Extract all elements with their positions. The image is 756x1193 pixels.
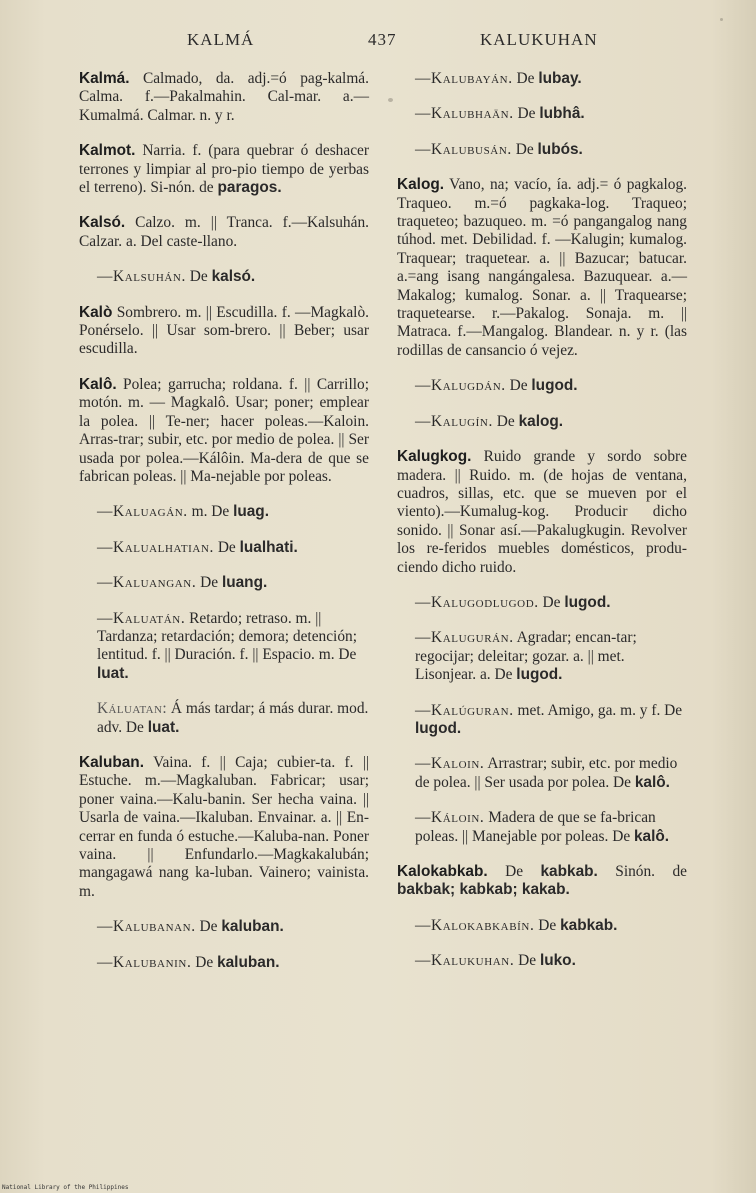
entry-definition: Vaina. f. || Caja; cubier-ta. f. || Estuche. m.—Magkaluban. Fabricar; usar; poner vaina.—Kalu-banin. Ser hecha vaina. || Usarla de vaina.—Ikaluban. Envainar. a. || En-cerrar en funda ó estuche.—Kaluba-nan. Poner vaina. || Enfundarlo.—Magkakalubán; mangagawá nang ka-luban. Vainero; vainista. m. (79, 753, 369, 900)
cross-reference (397, 105, 687, 123)
derived-form: —Kalokabkabín. (415, 916, 535, 934)
cross-reference (397, 917, 687, 935)
entry-reference: kabkab. (540, 863, 598, 880)
cross-reference-target: kalô. (634, 827, 670, 845)
entry-reference: bakbak; kabkab; kakab. (397, 881, 570, 899)
dictionary-entry (79, 376, 369, 486)
cross-reference (79, 539, 369, 557)
right-column (397, 70, 687, 988)
entry-headword: Kalugkog. (397, 448, 472, 466)
derived-form: —Kalúguran. (415, 701, 514, 719)
cross-reference-text: De (513, 105, 540, 123)
cross-reference-text: met. Amigo, ga. m. y f. De (513, 701, 683, 719)
entry-definition: Calmado, da. adj.=ó pag-kalmá. Calma. f.—Pakalmahin. Cal-mar. a.—Kumalmá. Calmar. n. y r. (79, 70, 369, 124)
cross-reference (79, 954, 369, 972)
cross-reference-text: De (492, 412, 519, 430)
library-footer: National Library of the Philippines (2, 1184, 129, 1191)
entry-headword: Kalsó. (79, 214, 126, 232)
cross-reference-text: De (514, 952, 540, 970)
entry-definition: De (487, 863, 541, 880)
entry-definition: Ruido grande y sordo sobre madera. || Ruido. m. (de hojas de ventana, cuadros, sillas, etc. que se mueven por el viento).—Kumalug-kog. Producir dicho sonido. || Sonar así.—Pakalugkugin. Revolver los re-feridos muebles domésticos, produ-ciendo dicho ruido. (397, 448, 687, 576)
entry-definition: Polea; garrucha; roldana. f. || Carrillo; motón. m. — Magkalô. Usar; poner; emplear la polea. || Te-ner; hacer poleas.—Kaloin. Arras-trar; subir, etc. por medio de polea. || Ser usada por polea.—Kálôin. Ma-dera de que se fabrican poleas. || Ma-nejable por poleas. (79, 375, 369, 485)
cross-reference-target: kabkab. (560, 916, 618, 934)
derived-form: —Kalugurán. (415, 629, 514, 647)
entry-definition: Sinón. de (597, 863, 687, 880)
cross-reference (79, 918, 369, 936)
cross-reference-target: lugod. (516, 666, 563, 684)
cross-reference-text: Madera de que se fa-brican poleas. || Manejable por poleas. De (415, 809, 656, 845)
derived-form: Káluatan: (97, 700, 168, 718)
derived-form: —Kalubhaän. (415, 105, 514, 123)
cross-reference-text: Retardo; retraso. m. || Tardanza; retardación; demora; detención; lentitud. f. || Duración. f. || Espacio. m. De (97, 609, 358, 664)
cross-reference-target: luko. (539, 952, 576, 970)
cross-reference-target: luat. (147, 718, 180, 736)
dictionary-entry (79, 214, 369, 251)
cross-reference-text: De (534, 916, 561, 934)
cross-reference (79, 268, 369, 286)
derived-form: —Kaluangan. (97, 574, 197, 592)
paper-speck (388, 98, 393, 102)
derived-form: —Kalugín. (415, 412, 493, 430)
cross-reference-text: De (191, 953, 218, 971)
cross-reference-text: De (196, 574, 222, 592)
cross-reference-target: luag. (233, 503, 269, 521)
derived-form: —Kaloin. (415, 755, 485, 773)
cross-reference-text: De (185, 268, 212, 286)
entry-definition: Calzo. m. || Tranca. f.—Kalsuhán. Calzar. a. Del caste-llano. (79, 214, 369, 250)
cross-reference-target: lugod. (564, 593, 611, 611)
cross-reference-target: kalog. (518, 412, 564, 430)
cross-reference-target: kaluban. (221, 918, 284, 936)
entry-headword: Kalmá. (79, 70, 130, 87)
dictionary-entry (79, 70, 369, 125)
dictionary-entry (397, 176, 687, 360)
cross-reference (79, 574, 369, 592)
dictionary-entry (397, 863, 687, 900)
derived-form: —Kalsuhán. (97, 268, 186, 286)
derived-form: —Káloin. (415, 809, 485, 827)
cross-reference (397, 413, 687, 431)
cross-reference (397, 141, 687, 159)
dictionary-entry (397, 448, 687, 577)
cross-reference-target: luat. (97, 664, 129, 682)
cross-reference (397, 629, 687, 684)
cross-reference-text: De (511, 140, 538, 158)
page-number: 437 (368, 30, 397, 49)
cross-reference-text: De (195, 918, 222, 936)
cross-reference (397, 952, 687, 970)
derived-form: —Kalubanin. (97, 953, 192, 971)
dictionary-entry (79, 142, 369, 197)
dictionary-entry (79, 304, 369, 359)
dictionary-entry (79, 754, 369, 901)
derived-form: —Kaluagán. (97, 503, 188, 521)
entry-headword: Kalmot. (79, 142, 136, 160)
entry-definition: Vano, na; vacío, ía. adj.= ó pagkalog. Traqueo. m.=ó pagkaka-log. Traqueo; traqueteo; bazuqueo. m. =ó pangangalog nang túhod. met. Debilidad. f. —Kalugin; kumalog. Traquear; traquetear. a. || Bazucar; batucar. a.=ang isang nangángalesa. Bazuquear. a.—Makalog; kumalog. Sonar. a. || Traquearse; traquetearse. r.—Pakalog. Sonaja. m. || Matraca. f.—Mangalog. Blandear. n. y r. (las rodillas de cansancio ó vejez. (397, 176, 687, 359)
cross-reference-target: lubay. (538, 70, 582, 87)
cross-reference-text: Á más tardar; á más durar. mod. adv. De (97, 700, 369, 736)
cross-reference-target: kalsó. (211, 268, 256, 286)
entry-headword: Kalog. (397, 176, 445, 194)
cross-reference (397, 755, 687, 792)
running-header (0, 30, 756, 56)
derived-form: —Kaluatán. (97, 609, 186, 627)
cross-reference-target: lubós. (537, 140, 583, 158)
cross-reference-target: luang. (221, 574, 268, 592)
entry-headword: Kalokabkab. (397, 863, 488, 880)
derived-form: —Kalugdán. (415, 377, 506, 395)
cross-reference (397, 377, 687, 395)
cross-reference-target: kaluban. (217, 953, 280, 971)
cross-reference-text: De (512, 70, 539, 87)
derived-form: —Kalubayán. (415, 70, 513, 87)
cross-reference-text: De (505, 377, 532, 395)
entry-headword: Kalô. (79, 375, 117, 393)
entry-definition: Sombrero. m. || Escudilla. f. —Magkalò. Ponérselo. || Usar som-brero. || Beber; usar escudilla. (79, 303, 369, 358)
cross-reference-target: lugod. (531, 377, 578, 395)
entry-reference: paragos. (217, 179, 282, 197)
cross-reference-target: kalô. (634, 773, 670, 791)
cross-reference-text: De (538, 593, 565, 611)
header-last-word: KALUKUHAN (480, 30, 598, 49)
cross-reference-target: lualhati. (239, 538, 298, 556)
left-column (79, 70, 369, 989)
derived-form: —Kalugodlugod. (415, 593, 539, 611)
cross-reference-text: Agradar; encan-tar; regocijar; deleitar; gozar. a. || met. Lisonjear. a. De (415, 629, 637, 684)
cross-reference-target: lugod. (415, 719, 462, 737)
derived-form: —Kalukuhan. (415, 952, 515, 970)
cross-reference-text: Arrastrar; subir, etc. por medio de polea. || Ser usada por polea. De (415, 755, 678, 791)
entry-definition: Narria. f. (para quebrar ó deshacer terrones y limpiar al pro-pio tiempo de yerbas el terreno). Si-nón. de (79, 142, 369, 197)
entry-headword: Kalò (79, 303, 113, 321)
cross-reference (79, 610, 369, 684)
entry-headword: Kaluban. (79, 753, 144, 771)
cross-reference-text: De (213, 538, 240, 556)
cross-reference-target: lubhâ. (539, 105, 585, 123)
cross-reference (79, 503, 369, 521)
cross-reference (397, 594, 687, 612)
header-first-word: KALMÁ (187, 30, 255, 49)
cross-reference (397, 70, 687, 88)
cross-reference (79, 700, 369, 737)
cross-reference (397, 809, 687, 846)
derived-form: —Kalubanan. (97, 918, 196, 936)
cross-reference (397, 702, 687, 739)
derived-form: —Kalubusán. (415, 140, 512, 158)
cross-reference-text: m. De (187, 503, 234, 521)
paper-speck (720, 18, 723, 21)
derived-form: —Kalualhatian. (97, 538, 214, 556)
